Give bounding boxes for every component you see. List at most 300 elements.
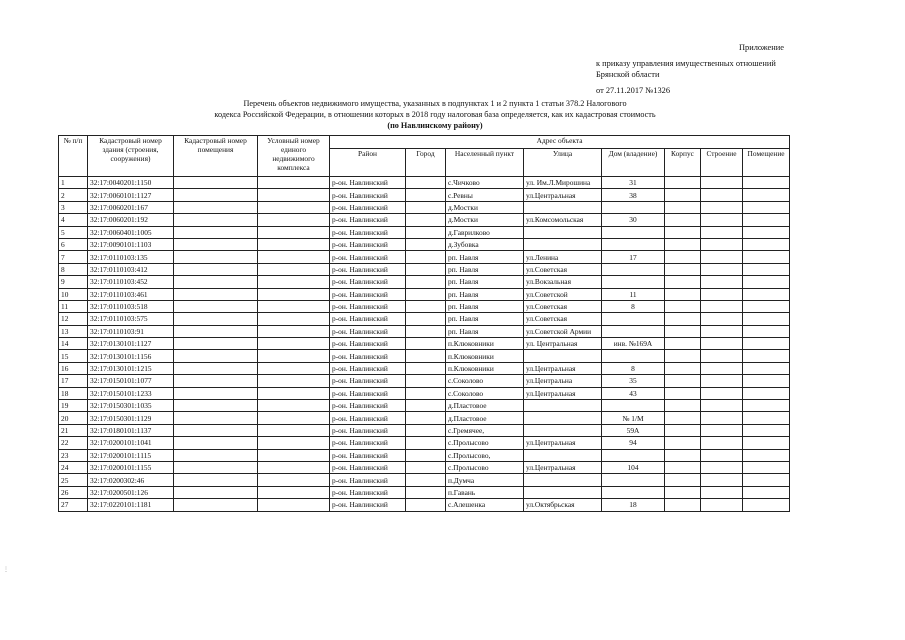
cell-empty — [743, 263, 790, 275]
cell-empty — [258, 226, 330, 238]
cell-cad: 32:17:0060101:1127 — [88, 189, 174, 201]
cell-empty — [665, 276, 701, 288]
cell-empty — [665, 288, 701, 300]
header-building: Строение — [701, 149, 743, 177]
cell-locality: рп. Навля — [446, 313, 524, 325]
cell-n: 5 — [59, 226, 88, 238]
cell-empty — [701, 400, 743, 412]
cell-empty — [406, 288, 446, 300]
cell-street: ул.Центральная — [524, 437, 602, 449]
cell-cad: 32:17:0150101:1077 — [88, 375, 174, 387]
table-row — [59, 189, 790, 201]
header-num: № п/п — [59, 136, 88, 177]
cell-empty — [743, 424, 790, 436]
cell-empty — [174, 486, 258, 498]
cell-street — [524, 350, 602, 362]
cell-empty — [174, 288, 258, 300]
cell-house: 8 — [602, 300, 665, 312]
table-row — [59, 238, 790, 250]
cell-n: 10 — [59, 288, 88, 300]
title-line-1: Перечень объектов недвижимого имущества, указанных в подпунктах 1 и 2 пункта 1 статьи 378.2 Налогового — [243, 99, 627, 108]
cell-street: ул.Вокзальная — [524, 276, 602, 288]
cell-district: р-он. Навлинский — [330, 177, 406, 189]
cell-cad: 32:17:0110103:452 — [88, 276, 174, 288]
cell-street: ул.Октябрьская — [524, 499, 602, 511]
table-row — [59, 461, 790, 473]
cell-empty — [701, 276, 743, 288]
cell-locality: рп. Навля — [446, 263, 524, 275]
cell-street: ул.Центральная — [524, 461, 602, 473]
cell-empty — [701, 412, 743, 424]
cell-cad: 32:17:0060201:192 — [88, 214, 174, 226]
cell-empty — [665, 338, 701, 350]
cell-empty — [174, 226, 258, 238]
cell-empty — [406, 300, 446, 312]
cell-empty — [743, 486, 790, 498]
cell-empty — [258, 486, 330, 498]
cell-n: 13 — [59, 325, 88, 337]
cell-n: 22 — [59, 437, 88, 449]
cell-empty — [743, 276, 790, 288]
table-row — [59, 424, 790, 436]
cell-empty — [406, 226, 446, 238]
cell-empty — [665, 362, 701, 374]
header-city: Город — [406, 149, 446, 177]
cell-n: 2 — [59, 189, 88, 201]
cell-empty — [406, 350, 446, 362]
cell-empty — [174, 177, 258, 189]
table-row — [59, 400, 790, 412]
cell-empty — [258, 474, 330, 486]
cell-empty — [701, 325, 743, 337]
cell-empty — [665, 400, 701, 412]
cell-house — [602, 226, 665, 238]
cell-house — [602, 313, 665, 325]
cell-house — [602, 350, 665, 362]
cell-empty — [743, 400, 790, 412]
cell-locality: рп. Навля — [446, 288, 524, 300]
cell-district: р-он. Навлинский — [330, 313, 406, 325]
cell-district: р-он. Навлинский — [330, 288, 406, 300]
cell-empty — [665, 251, 701, 263]
cell-locality: п.Гавань — [446, 486, 524, 498]
cell-n: 7 — [59, 251, 88, 263]
cell-empty — [743, 449, 790, 461]
header-building-cadastral: Кадастровый номер здания (строения, сооружения) — [88, 136, 174, 177]
cell-empty — [174, 449, 258, 461]
cell-house: 38 — [602, 189, 665, 201]
cell-empty — [406, 424, 446, 436]
cell-locality: с.Алешенка — [446, 499, 524, 511]
cell-empty — [743, 387, 790, 399]
cell-empty — [406, 214, 446, 226]
cell-district: р-он. Навлинский — [330, 412, 406, 424]
cell-empty — [701, 238, 743, 250]
cell-locality: д.Пластовое — [446, 400, 524, 412]
cell-house: 59А — [602, 424, 665, 436]
cell-district: р-он. Навлинский — [330, 276, 406, 288]
cell-empty — [743, 474, 790, 486]
cell-cad: 32:17:0110103:575 — [88, 313, 174, 325]
cell-district: р-он. Навлинский — [330, 350, 406, 362]
table-row — [59, 263, 790, 275]
cell-locality: п.Думча — [446, 474, 524, 486]
cell-empty — [743, 238, 790, 250]
cell-locality: с.Чичково — [446, 177, 524, 189]
cell-empty — [701, 288, 743, 300]
cell-street: ул.Центральна — [524, 375, 602, 387]
cell-n: 27 — [59, 499, 88, 511]
cell-street: ул. Им.Л.Мирошина — [524, 177, 602, 189]
table-row — [59, 486, 790, 498]
cell-empty — [665, 238, 701, 250]
cell-house: 30 — [602, 214, 665, 226]
cell-street — [524, 412, 602, 424]
cell-locality: с.Пролысово, — [446, 449, 524, 461]
cell-empty — [174, 437, 258, 449]
cell-house: 11 — [602, 288, 665, 300]
cell-street: ул.Центральная — [524, 362, 602, 374]
cell-district: р-он. Навлинский — [330, 251, 406, 263]
cell-district: р-он. Навлинский — [330, 238, 406, 250]
cell-empty — [258, 499, 330, 511]
cell-street — [524, 400, 602, 412]
cell-empty — [743, 362, 790, 374]
cell-locality: п.Клюковники — [446, 362, 524, 374]
cell-empty — [258, 276, 330, 288]
cell-empty — [406, 201, 446, 213]
cell-locality: с.Ревны — [446, 189, 524, 201]
cell-empty — [665, 177, 701, 189]
cell-empty — [701, 375, 743, 387]
cell-empty — [406, 263, 446, 275]
cell-locality: рп. Навля — [446, 300, 524, 312]
cell-empty — [743, 226, 790, 238]
cell-n: 20 — [59, 412, 88, 424]
cell-cad: 32:17:0110103:518 — [88, 300, 174, 312]
cell-empty — [665, 412, 701, 424]
cell-street: ул.Комсомольская — [524, 214, 602, 226]
cell-house: 104 — [602, 461, 665, 473]
cell-house: № 1/М — [602, 412, 665, 424]
cell-house: 35 — [602, 375, 665, 387]
cell-empty — [743, 288, 790, 300]
cell-empty — [743, 201, 790, 213]
cell-empty — [743, 375, 790, 387]
cell-cad: 32:17:0040201:1150 — [88, 177, 174, 189]
cell-street: ул.Ленина — [524, 251, 602, 263]
table-row — [59, 313, 790, 325]
cell-empty — [258, 412, 330, 424]
cell-empty — [665, 486, 701, 498]
cell-house — [602, 238, 665, 250]
title-line-2: кодекса Российской Федерации, в отношении которых в 2018 году налоговая база определяется, как их кадастровая стоимость — [214, 110, 656, 119]
table-row — [59, 350, 790, 362]
table-row — [59, 276, 790, 288]
cell-house — [602, 201, 665, 213]
table-row — [59, 214, 790, 226]
cell-empty — [665, 424, 701, 436]
cell-empty — [701, 474, 743, 486]
cell-empty — [258, 201, 330, 213]
cell-empty — [701, 362, 743, 374]
cell-cad: 32:17:0130101:1127 — [88, 338, 174, 350]
table-row — [59, 325, 790, 337]
cell-locality: д.Мостки — [446, 201, 524, 213]
cell-house: 94 — [602, 437, 665, 449]
cell-house — [602, 276, 665, 288]
cell-n: 12 — [59, 313, 88, 325]
table-row — [59, 300, 790, 312]
cell-locality: с.Соколово — [446, 375, 524, 387]
cell-empty — [258, 362, 330, 374]
cell-empty — [174, 474, 258, 486]
cell-empty — [258, 387, 330, 399]
cell-house — [602, 400, 665, 412]
cell-cad: 32:17:0130101:1215 — [88, 362, 174, 374]
cell-district: р-он. Навлинский — [330, 437, 406, 449]
cell-street: ул.Советская — [524, 300, 602, 312]
cell-empty — [174, 214, 258, 226]
cell-empty — [174, 424, 258, 436]
cell-empty — [258, 424, 330, 436]
cell-empty — [406, 412, 446, 424]
cell-empty — [174, 325, 258, 337]
cell-empty — [701, 449, 743, 461]
cell-n: 17 — [59, 375, 88, 387]
cell-n: 16 — [59, 362, 88, 374]
cell-house — [602, 263, 665, 275]
cell-cad: 32:17:0220101:1181 — [88, 499, 174, 511]
cell-house — [602, 449, 665, 461]
cell-empty — [174, 313, 258, 325]
cell-district: р-он. Навлинский — [330, 300, 406, 312]
cell-district: р-он. Навлинский — [330, 338, 406, 350]
cell-district: р-он. Навлинский — [330, 474, 406, 486]
cell-n: 11 — [59, 300, 88, 312]
cell-empty — [701, 350, 743, 362]
cell-house: 31 — [602, 177, 665, 189]
table-row — [59, 499, 790, 511]
cell-empty — [665, 461, 701, 473]
cell-district: р-он. Навлинский — [330, 461, 406, 473]
cell-empty — [665, 499, 701, 511]
cell-n: 8 — [59, 263, 88, 275]
cell-district: р-он. Навлинский — [330, 449, 406, 461]
cell-empty — [743, 437, 790, 449]
table-row — [59, 338, 790, 350]
cell-empty — [743, 338, 790, 350]
cell-house: 18 — [602, 499, 665, 511]
cell-locality: рп. Навля — [446, 325, 524, 337]
cell-district: р-он. Навлинский — [330, 214, 406, 226]
cell-empty — [406, 499, 446, 511]
cell-street: ул.Советская — [524, 263, 602, 275]
cell-empty — [174, 412, 258, 424]
cell-empty — [665, 325, 701, 337]
cell-street — [524, 486, 602, 498]
cell-cad: 32:17:0110103:91 — [88, 325, 174, 337]
cell-empty — [743, 325, 790, 337]
table-row — [59, 449, 790, 461]
cell-empty — [258, 177, 330, 189]
cell-street — [524, 424, 602, 436]
cell-district: р-он. Навлинский — [330, 387, 406, 399]
cell-n: 24 — [59, 461, 88, 473]
cell-n: 19 — [59, 400, 88, 412]
cell-empty — [665, 437, 701, 449]
cell-street — [524, 474, 602, 486]
cell-district: р-он. Навлинский — [330, 424, 406, 436]
cell-locality: с.Гремячее, — [446, 424, 524, 436]
appendix-label: Приложение — [739, 43, 784, 52]
cell-cad: 32:17:0060401:1005 — [88, 226, 174, 238]
cell-cad: 32:17:0200302:46 — [88, 474, 174, 486]
cell-street: ул.Центральная — [524, 387, 602, 399]
cell-empty — [701, 424, 743, 436]
cell-empty — [406, 325, 446, 337]
cell-empty — [701, 201, 743, 213]
cell-n: 21 — [59, 424, 88, 436]
cell-empty — [701, 499, 743, 511]
cell-street: ул.Советской — [524, 288, 602, 300]
cell-locality: п.Клюковники — [446, 338, 524, 350]
cell-locality: рп. Навля — [446, 276, 524, 288]
cell-empty — [701, 189, 743, 201]
cell-cad: 32:17:0110103:461 — [88, 288, 174, 300]
cell-empty — [258, 461, 330, 473]
cell-empty — [665, 189, 701, 201]
cell-empty — [258, 313, 330, 325]
header-address: Адрес объекта — [330, 136, 790, 149]
cell-empty — [406, 375, 446, 387]
cell-empty — [258, 400, 330, 412]
cell-empty — [743, 300, 790, 312]
header-house: Дом (владение) — [602, 149, 665, 177]
cell-empty — [258, 449, 330, 461]
cell-street: ул.Советской Армии — [524, 325, 602, 337]
cell-empty — [258, 437, 330, 449]
cell-empty — [406, 474, 446, 486]
cell-cad: 32:17:0110103:412 — [88, 263, 174, 275]
cell-empty — [258, 300, 330, 312]
cell-empty — [701, 263, 743, 275]
header-district: Район — [330, 149, 406, 177]
cell-cad: 32:17:0150301:1035 — [88, 400, 174, 412]
cell-cad: 32:17:0090101:1103 — [88, 238, 174, 250]
cell-n: 15 — [59, 350, 88, 362]
cell-district: р-он. Навлинский — [330, 400, 406, 412]
cell-locality: с.Пролысово — [446, 461, 524, 473]
cell-locality: с.Пролысово — [446, 437, 524, 449]
cell-empty — [665, 449, 701, 461]
cell-cad: 32:17:0200101:1155 — [88, 461, 174, 473]
cell-district: р-он. Навлинский — [330, 189, 406, 201]
header-street: Улица — [524, 149, 602, 177]
cell-empty — [743, 461, 790, 473]
cell-empty — [743, 189, 790, 201]
cell-n: 18 — [59, 387, 88, 399]
cell-empty — [406, 449, 446, 461]
cell-empty — [406, 177, 446, 189]
cell-district: р-он. Навлинский — [330, 486, 406, 498]
cell-locality: д.Пластовое — [446, 412, 524, 424]
cell-locality: с.Соколово — [446, 387, 524, 399]
cell-street — [524, 201, 602, 213]
cell-n: 9 — [59, 276, 88, 288]
order-date-number: от 27.11.2017 №1326 — [596, 86, 671, 95]
cell-empty — [258, 288, 330, 300]
table-row — [59, 437, 790, 449]
cell-empty — [406, 251, 446, 263]
cell-empty — [743, 412, 790, 424]
cell-n: 6 — [59, 238, 88, 250]
cell-empty — [406, 276, 446, 288]
cell-empty — [701, 214, 743, 226]
cell-n: 14 — [59, 338, 88, 350]
cell-district: р-он. Навлинский — [330, 201, 406, 213]
table-row — [59, 375, 790, 387]
cell-empty — [406, 461, 446, 473]
cell-empty — [174, 238, 258, 250]
cell-empty — [258, 375, 330, 387]
cell-street: ул.Центральная — [524, 189, 602, 201]
cell-empty — [406, 437, 446, 449]
cell-empty — [174, 276, 258, 288]
cell-district: р-он. Навлинский — [330, 263, 406, 275]
header-room-cadastral: Кадастровый номер помещения — [174, 136, 258, 177]
cell-empty — [174, 189, 258, 201]
order-reference: к приказу управления имущественных отношений Брянской области — [596, 59, 776, 79]
cell-empty — [174, 338, 258, 350]
cell-empty — [174, 263, 258, 275]
cell-n: 1 — [59, 177, 88, 189]
cell-empty — [665, 263, 701, 275]
cell-empty — [743, 350, 790, 362]
cell-cad: 32:17:0200101:1041 — [88, 437, 174, 449]
cell-cad: 32:17:0110103:135 — [88, 251, 174, 263]
cell-district: р-он. Навлинский — [330, 499, 406, 511]
cell-empty — [258, 350, 330, 362]
cell-empty — [258, 214, 330, 226]
cell-empty — [701, 437, 743, 449]
cell-empty — [174, 300, 258, 312]
cell-empty — [258, 189, 330, 201]
cell-empty — [665, 300, 701, 312]
cell-empty — [743, 214, 790, 226]
cell-empty — [665, 313, 701, 325]
cell-empty — [174, 400, 258, 412]
cell-cad: 32:17:0150101:1233 — [88, 387, 174, 399]
header-room: Помещение — [743, 149, 790, 177]
cell-house: 17 — [602, 251, 665, 263]
table-row — [59, 412, 790, 424]
cell-empty — [406, 238, 446, 250]
cell-cad: 32:17:0150301:1129 — [88, 412, 174, 424]
cell-n: 4 — [59, 214, 88, 226]
header-korpus: Корпус — [665, 149, 701, 177]
cell-empty — [701, 226, 743, 238]
table-row — [59, 362, 790, 374]
cell-locality: д.Гаврилково — [446, 226, 524, 238]
cell-cad: 32:17:0180101:1137 — [88, 424, 174, 436]
cell-locality: д.Мостки — [446, 214, 524, 226]
cell-empty — [701, 461, 743, 473]
cell-empty — [665, 214, 701, 226]
cell-empty — [174, 201, 258, 213]
scan-edge-mark: ⋮ — [3, 567, 9, 573]
cell-street — [524, 226, 602, 238]
